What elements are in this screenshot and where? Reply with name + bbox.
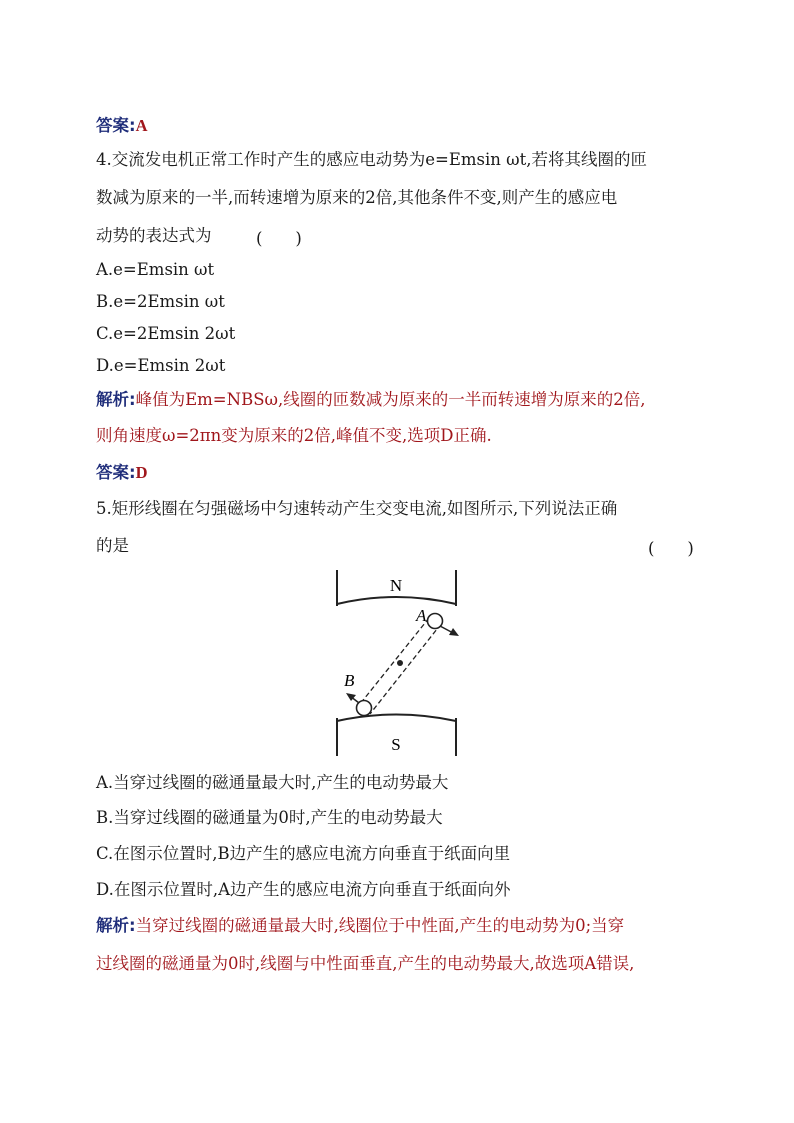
q4-option-d: D.e=Emsin 2ωt bbox=[96, 356, 226, 375]
rotation-axis-dot bbox=[397, 660, 403, 666]
q4-stem-line-3: 动势的表达式为 bbox=[96, 226, 212, 245]
q5-analysis-line-2: 过线圈的磁通量为0时,线圈与中性面垂直,产生的电动势最大,故选项A错误, bbox=[96, 954, 635, 973]
q5-stem-line-1: 5.矩形线圈在匀强磁场中匀速转动产生交变电流,如图所示,下列说法正确 bbox=[96, 499, 618, 518]
north-pole bbox=[337, 570, 456, 606]
answer-label: 答案: bbox=[96, 116, 136, 135]
q5-answer-paren: ( ) bbox=[648, 539, 694, 558]
q4-stem-line-1: 4.交流发电机正常工作时产生的感应电动势为e=Emsin ωt,若将其线圈的匝 bbox=[96, 150, 647, 169]
analysis-label: 解析: bbox=[96, 916, 136, 935]
q5-option-d: D.在图示位置时,A边产生的感应电流方向垂直于纸面向外 bbox=[96, 880, 511, 899]
q5-option-a: A.当穿过线圈的磁通量最大时,产生的电动势最大 bbox=[96, 773, 449, 792]
south-label: S bbox=[391, 735, 401, 754]
north-label: N bbox=[389, 576, 403, 595]
q5-analysis-line-1 bbox=[96, 915, 624, 937]
coil-magnet-diagram bbox=[330, 566, 462, 760]
edge-a-label: A bbox=[416, 606, 427, 625]
q4-stem-line-2: 数减为原来的一半,而转速增为原来的2倍,其他条件不变,则产生的感应电 bbox=[96, 188, 618, 207]
analysis-text: 峰值为Em=NBSω,线圈的匝数减为原来的一半而转速增为原来的2倍, bbox=[135, 390, 646, 409]
answer-value: D bbox=[135, 463, 148, 482]
analysis-label: 解析: bbox=[96, 390, 136, 409]
answer-label: 答案: bbox=[96, 463, 136, 482]
analysis-text: 当穿过线圈的磁通量最大时,线圈位于中性面,产生的电动势为0;当穿 bbox=[135, 916, 625, 935]
q4-option-b: B.e=2Emsin ωt bbox=[96, 292, 225, 311]
q4-option-c: C.e=2Emsin 2ωt bbox=[96, 324, 236, 343]
q4-answer bbox=[96, 462, 148, 484]
south-pole bbox=[337, 715, 456, 757]
q4-analysis-line-1 bbox=[96, 389, 645, 411]
q3-answer bbox=[96, 115, 148, 137]
q4-analysis-line-2: 则角速度ω=2πn变为原来的2倍,峰值不变,选项D正确. bbox=[96, 426, 492, 445]
edge-b-label: B bbox=[344, 671, 355, 690]
q5-option-c: C.在图示位置时,B边产生的感应电流方向垂直于纸面向里 bbox=[96, 844, 511, 863]
answer-value: A bbox=[135, 116, 148, 135]
q4-answer-paren: ( ) bbox=[256, 229, 302, 248]
coil bbox=[357, 614, 443, 716]
q4-option-a: A.e=Emsin ωt bbox=[96, 260, 215, 279]
q5-stem-line-2: 的是 bbox=[96, 536, 129, 555]
q5-option-b: B.当穿过线圈的磁通量为0时,产生的电动势最大 bbox=[96, 808, 443, 827]
